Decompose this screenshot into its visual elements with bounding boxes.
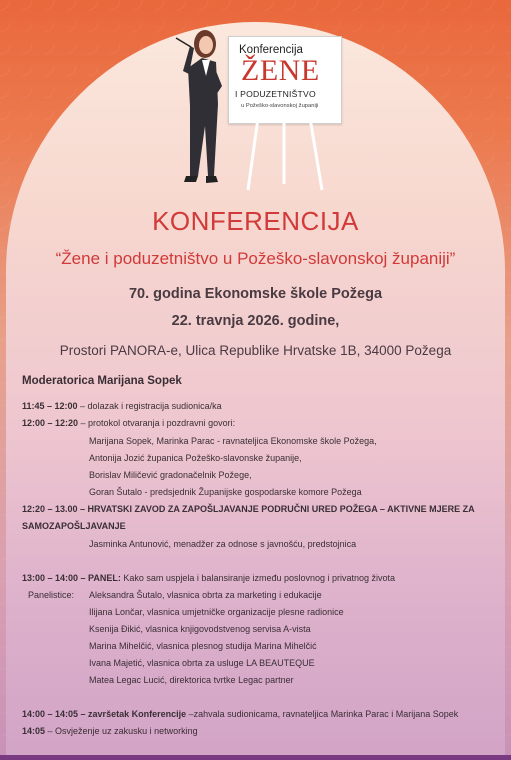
speaker-line: Marijana Sopek, Marinka Parac - ravnateljica Ekonomske škole Požega, xyxy=(89,436,377,446)
occasion-line: 70. godina Ekonomske škole Požega xyxy=(128,286,383,302)
time: 13:00 – 14:00 – PANEL: xyxy=(22,573,121,583)
time: 14:00 – 14:05 – završetak Konferencije xyxy=(22,709,187,719)
businesswoman-illustration xyxy=(150,26,230,196)
program-item-3-cont xyxy=(22,521,126,531)
speaker-line: Borislav Miličević gradonačelnik Požege, xyxy=(89,470,252,480)
moderator-heading: Moderatorica Marijana Sopek xyxy=(22,375,182,387)
speaker-line: Goran Šutalo - predsjednik Županijske gospodarske komore Požega xyxy=(89,487,362,497)
venue-line: Prostori PANORA-e, Ulica Republike Hrvatske 1B, 34000 Požega xyxy=(59,343,452,358)
speaker-line: Jasminka Antunović, menadžer za odnose s javnošću, predstojnica xyxy=(89,539,357,549)
board-line3: I PODUZETNIŠTVO xyxy=(235,89,316,99)
time: 14:05 xyxy=(22,726,46,736)
panelist-line: Ksenija Đikić, vlasnica knjigovodstvenog servisa A-vista xyxy=(89,624,311,634)
text: – dolazak i registracija sudionica/ka xyxy=(77,401,222,411)
program-item-6 xyxy=(22,726,198,736)
program-item-1 xyxy=(22,401,222,411)
board-line1: Konferencija xyxy=(239,44,303,56)
text: Kako sam uspjela i balansiranje između poslovnog i privatnog života xyxy=(120,573,396,583)
text: – protokol otvaranja i pozdravni govori: xyxy=(78,418,236,428)
panelists-label: Panelistice: xyxy=(28,590,75,600)
time: 11:45 – 12:00 xyxy=(22,401,78,411)
time: 12:00 – 12:20 xyxy=(22,418,79,428)
program-item-5 xyxy=(22,709,458,719)
text: – Osvježenje uz zakusku i networking xyxy=(45,726,198,736)
text: –zahvala sudionicama, ravnateljica Marinka Parac i Marijana Sopek xyxy=(186,709,459,719)
panelist-line: Ilijana Lončar, vlasnica umjetničke organizacije plesne radionice xyxy=(89,607,344,617)
panelist-line: Marina Mihelčić, vlasnica plesnog studija Marina Mihelčić xyxy=(89,641,317,651)
panelist-line: Ivana Majetić, vlasnica obrta za usluge LA BEAUTEQUE xyxy=(89,658,315,668)
program-item-3 xyxy=(22,504,475,514)
panelist-line: Matea Legac Lucić, direktorica tvrtke Legac partner xyxy=(89,675,294,685)
easel-legs xyxy=(228,118,340,198)
program-item-2 xyxy=(22,418,235,428)
panelist-line: Aleksandra Šutalo, vlasnica obrta za marketing i edukacije xyxy=(89,590,322,600)
date-line: 22. travnja 2026. godine, xyxy=(171,313,340,329)
text: SAMOZAPOŠLJAVANJE xyxy=(22,521,126,531)
presentation-board xyxy=(228,36,342,124)
bottom-strip xyxy=(0,755,511,760)
board-line2: ŽENE xyxy=(241,54,320,87)
page-title: KONFERENCIJA xyxy=(152,206,359,236)
text: 12:20 – 13.00 – HRVATSKI ZAVOD ZA ZAPOŠLJAVANJE PODRUČNI URED POŽEGA – AKTIVNE MJERE ZA xyxy=(22,504,475,514)
page-subtitle: “Žene i poduzetništvo u Požeško-slavonskoj županiji” xyxy=(55,249,456,268)
speaker-line: Antonija Jozić županica Požeško-slavonske županije, xyxy=(89,453,302,463)
program-item-4 xyxy=(22,573,395,583)
board-line4: u Požeško-slavonskoj županiji xyxy=(241,103,319,109)
